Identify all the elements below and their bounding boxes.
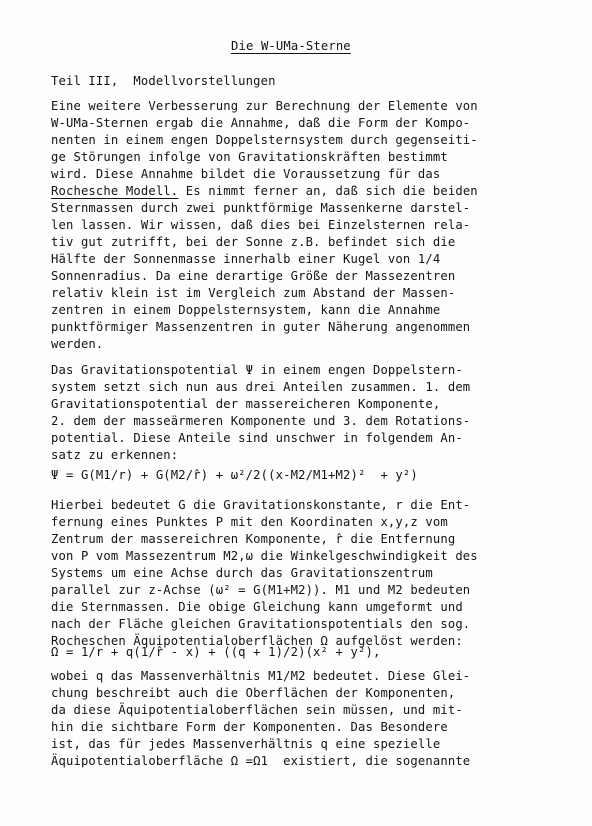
text-line: ge Störungen infolge von Gravitationskräften bestimmt — [51, 150, 448, 164]
potential-formula: Ψ = G(M1/r) + G(M2/r̂) + ω²/2((x-M2/M1+M2)² + y²) — [51, 468, 418, 482]
text-line: punktförmiger Massenzentren in guter Näherung angenommen — [51, 320, 471, 334]
text-line: system setzt sich nun aus drei Anteilen zusammen. 1. dem — [51, 380, 471, 394]
rochesche-line-rest: Es nimmt ferner an, daß sich die beiden — [178, 184, 478, 198]
paragraph-gravitational-potential — [51, 362, 581, 464]
text-line: Systems um eine Achse durch das Gravitationszentrum — [51, 566, 433, 580]
text-line: W-UMa-Sternen ergab die Annahme, daß die Form der Kompo- — [51, 116, 471, 130]
text-line: werden. — [51, 337, 104, 351]
text-line: nach der Fläche gleichen Gravitationspotentials den sog. — [51, 617, 471, 631]
paragraph-definitions — [51, 497, 581, 650]
text-line: parallel zur z-Achse (ω² = G(M1+M2)). M1 und M2 bedeuten — [51, 583, 471, 597]
roche-potential-formula: Ω = 1/r + q(1/r̂ - x) + ((q + 1)/2)(x² + y²), — [51, 645, 381, 659]
text-line: Gravitationspotential der massereicheren Komponente, — [51, 397, 441, 411]
text-line: Hälfte der Sonnenmasse innerhalb einer Kugel von 1/4 — [51, 252, 441, 266]
text-line: wobei q das Massenverhältnis M1/M2 bedeutet. Diese Glei- — [51, 669, 471, 683]
text-line: zentren in einem Doppelsternsystem, kann die Annahme — [51, 303, 441, 317]
text-line: die Sternmassen. Die obige Gleichung kann umgeformt und — [51, 600, 463, 614]
text-line: da diese Äquipotentialoberflächen sein müssen, und mit- — [51, 703, 463, 717]
text-line: Äquipotentialoberfläche Ω =Ω1 existiert, die sogenannte — [51, 754, 471, 768]
text-line: Rocheschen Äquipotentialoberflächen Ω aufgelöst werden: — [51, 634, 463, 648]
text-line: satz zu erkennen: — [51, 448, 179, 462]
text-line: von P vom Massezentrum M2,ω die Winkelgeschwindigkeit des — [51, 549, 478, 563]
text-line: hin die sichtbare Form der Komponenten. Das Besondere — [51, 720, 448, 734]
text-line: Sonnenradius. Da eine derartige Größe der Massezentren — [51, 269, 456, 283]
text-line: nenten in einem engen Doppelsternsystem durch gegenseiti- — [51, 133, 478, 147]
text-line: chung beschreibt auch die Oberflächen der Komponenten, — [51, 686, 456, 700]
text-line: len lassen. Wir wissen, daß dies bei Einzelsternen rela- — [51, 218, 471, 232]
text-line: relativ klein ist im Vergleich zum Abstand der Massen- — [51, 286, 456, 300]
text-line-rochesche — [51, 183, 581, 200]
text-line: tiv gut zutrifft, bei der Sonne z.B. befindet sich die — [51, 235, 456, 249]
text-line: ist, das für jedes Massenverhältnis q eine spezielle — [51, 737, 441, 751]
section-heading: Teil III, Modellvorstellungen — [51, 74, 276, 88]
text-line: Hierbei bedeutet G die Gravitationskonstante, r die Ent- — [51, 498, 471, 512]
text-line: Sternmassen durch zwei punktförmige Massenkerne darstel- — [51, 201, 471, 215]
text-line: Das Gravitationspotential Ψ in einem engen Doppelstern- — [51, 363, 463, 377]
document-title: Die W-UMa-Sterne — [231, 39, 351, 53]
text-line: Zentrum der massereichren Komponente, r̂ die Entfernung — [51, 532, 456, 546]
paragraph-mass-ratio — [51, 668, 581, 770]
text-line: 2. dem der masseärmeren Komponente und 3. dem Rotations- — [51, 414, 471, 428]
text-line: wird. Diese Annahme bildet die Voraussetzung für das — [51, 167, 441, 181]
paragraph-intro — [51, 98, 581, 353]
text-line: fernung eines Punktes P mit den Koordinaten x,y,z vom — [51, 515, 448, 529]
text-line: potential. Diese Anteile sind unschwer in folgendem An- — [51, 431, 463, 445]
text-line: Eine weitere Verbesserung zur Berechnung der Elemente von — [51, 99, 478, 113]
rochesche-model-term: Rochesche Modell. — [51, 184, 179, 198]
